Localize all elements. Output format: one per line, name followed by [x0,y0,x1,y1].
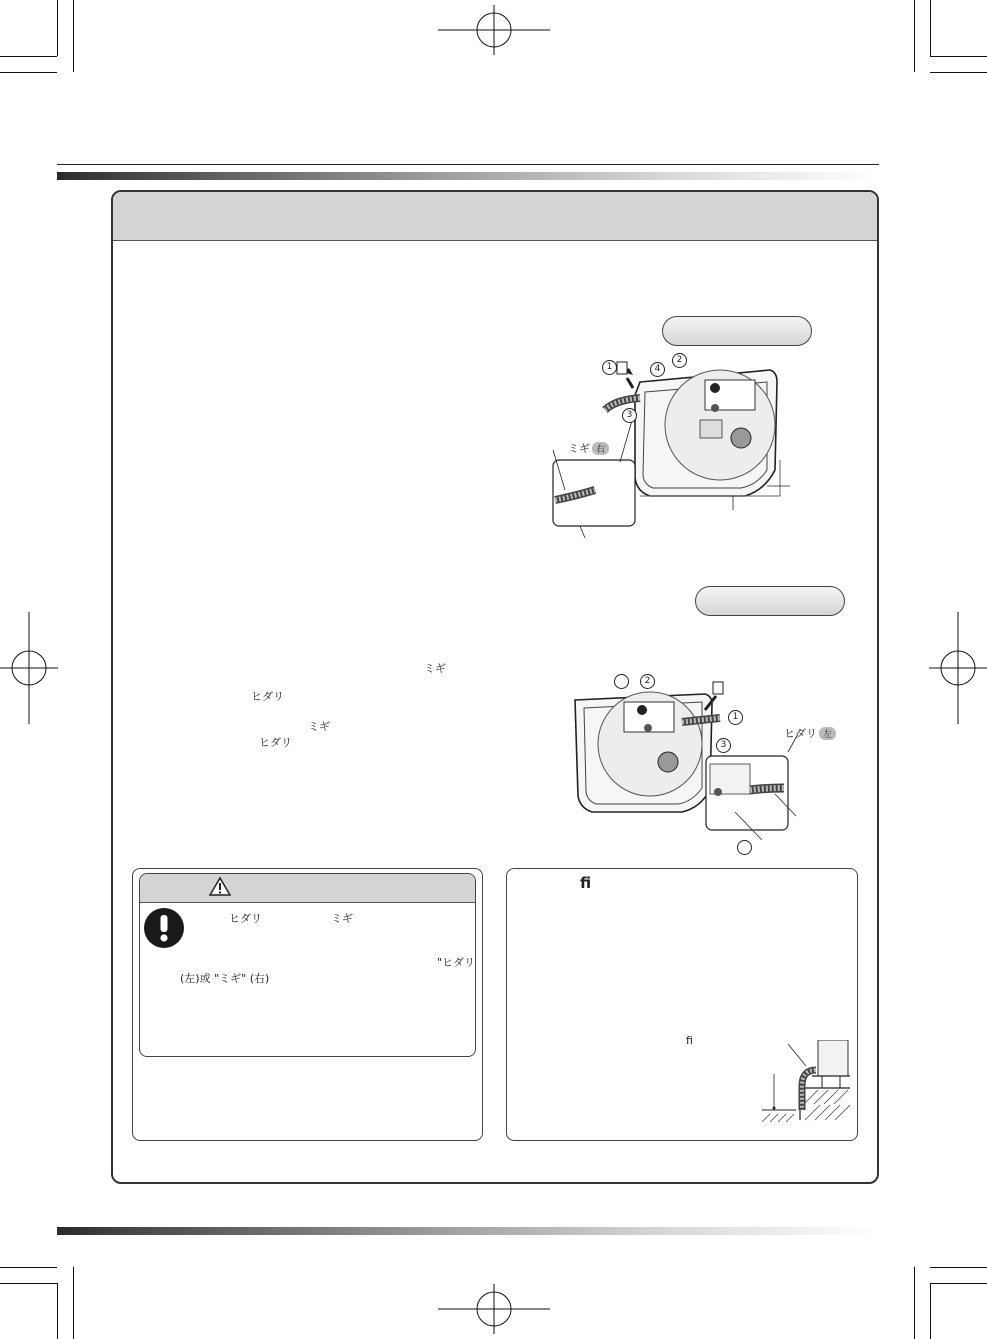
warning-triangle-icon [208,876,232,897]
callout-number: 1 [602,360,617,375]
caution-text-hidari: ヒダリ [229,912,262,925]
registration-mark [0,612,58,724]
caution-text-left-or-right: (左)或 "ミギ" (右) [180,972,270,985]
figure-caption-pill-left [695,586,845,616]
footer-gradient-bar [57,1227,879,1235]
crop-mark [930,56,987,57]
text-migi: ミギ [424,662,446,675]
note-heading-fi: fi [580,874,592,892]
registration-mark [929,612,987,724]
crop-mark [0,1267,57,1268]
registration-mark [438,1284,550,1334]
crop-mark [57,0,58,56]
crop-mark [930,1283,987,1284]
label-hidari-text: ヒダリ [784,727,817,740]
callout-number: 4 [650,362,665,377]
hose-drain-diagram [760,1040,850,1124]
crop-mark [914,0,915,72]
crop-mark [0,1283,57,1284]
header-gradient-bar [57,172,879,180]
note-text-fi: fi [686,1034,693,1047]
text-hidari: ヒダリ [251,690,284,703]
crop-mark [73,1267,74,1339]
mandatory-action-icon [143,907,185,949]
callout-number [614,674,629,689]
label-hidari [784,725,836,741]
callout-number: 3 [716,738,731,753]
crop-mark [0,72,57,73]
figure-caption-pill-right [662,316,812,346]
crop-mark [930,72,987,73]
crop-mark [73,0,74,72]
text-migi: ミギ [308,720,330,733]
caution-text-hidari-quote: "ヒダリ [437,956,476,969]
figure-hose-left-diagram [570,672,840,852]
caution-header [140,874,475,903]
callout-number: 3 [622,408,637,423]
crop-mark [0,56,57,57]
crop-mark [930,0,931,56]
section-header-band [113,192,877,241]
crop-mark [930,1267,987,1268]
callout-number: 2 [640,674,655,689]
crop-mark [914,1267,915,1339]
label-migi-text: ミギ [568,442,590,455]
label-migi [568,440,609,456]
callout-number: 2 [672,353,687,368]
registration-mark [438,5,550,55]
callout-number: 1 [728,710,743,725]
kanji-left-badge: 左 [819,727,836,740]
text-hidari: ヒダリ [259,736,292,749]
crop-mark [57,1283,58,1339]
kanji-right-badge: 右 [592,442,609,455]
caution-text-migi: ミギ [331,912,353,925]
caution-inner-panel [139,873,476,1057]
header-rule [57,164,879,165]
callout-number [737,840,752,855]
crop-mark [930,1283,931,1339]
